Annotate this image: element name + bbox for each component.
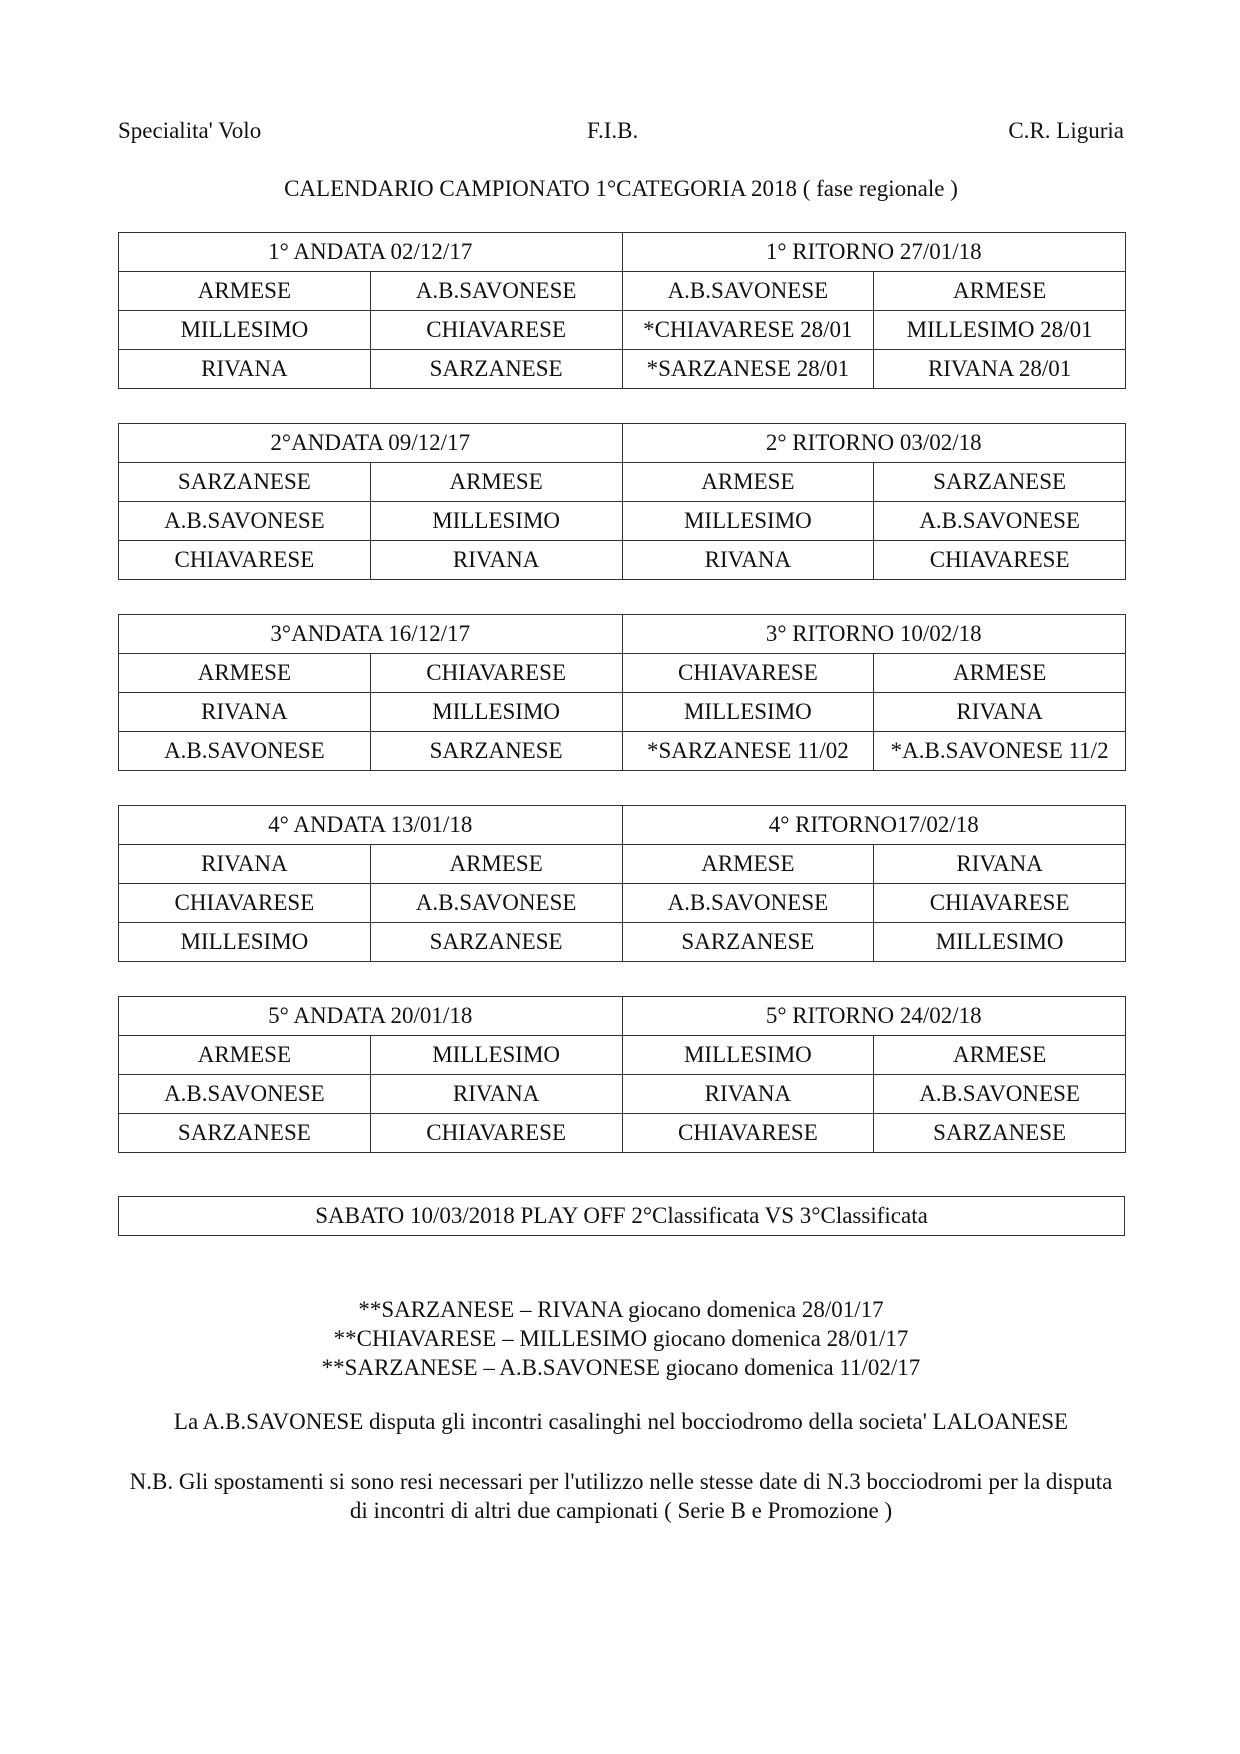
round-table-4 [118, 805, 1126, 962]
match-row [119, 350, 1126, 389]
team-cell: SARZANESE [119, 463, 371, 502]
team-cell: *SARZANESE 11/02 [622, 732, 874, 771]
round-table-5 [118, 996, 1126, 1153]
team-cell: ARMESE [119, 654, 371, 693]
team-cell: MILLESIMO [874, 923, 1126, 962]
team-cell: RIVANA [370, 1075, 622, 1114]
andata-header: 4° ANDATA 13/01/18 [119, 806, 623, 845]
match-row [119, 732, 1126, 771]
match-row [119, 311, 1126, 350]
rescheduled-note: **CHIAVARESE – MILLESIMO giocano domenica 28/01/17 [333, 1326, 909, 1351]
team-cell: RIVANA [119, 845, 371, 884]
nb-note: N.B. Gli spostamenti si sono resi necessari per l'utilizzo nelle stesse date di N.3 bocciodromi per la disputa di incontri di altri due campionati ( Serie B e Promozione ) [129, 1469, 1113, 1523]
team-cell: MILLESIMO [370, 1036, 622, 1075]
document-title: CALENDARIO CAMPIONATO 1°CATEGORIA 2018 ( fase regionale ) [284, 176, 958, 201]
andata-header: 5° ANDATA 20/01/18 [119, 997, 623, 1036]
ritorno-header: 3° RITORNO 10/02/18 [622, 615, 1126, 654]
team-cell: A.B.SAVONESE [370, 272, 622, 311]
team-cell: RIVANA [119, 693, 371, 732]
team-cell: ARMESE [370, 845, 622, 884]
team-cell: ARMESE [119, 1036, 371, 1075]
rescheduled-note: **SARZANESE – A.B.SAVONESE giocano domenica 11/02/17 [321, 1355, 921, 1380]
team-cell: ARMESE [370, 463, 622, 502]
round-header-row [119, 997, 1126, 1036]
team-cell: RIVANA [622, 541, 874, 580]
team-cell: CHIAVARESE [874, 541, 1126, 580]
round-header-row [119, 424, 1126, 463]
team-cell: MILLESIMO [119, 923, 371, 962]
team-cell: ARMESE [874, 1036, 1126, 1075]
andata-header: 3°ANDATA 16/12/17 [119, 615, 623, 654]
playoff-box: SABATO 10/03/2018 PLAY OFF 2°Classificata VS 3°Classificata [118, 1196, 1125, 1236]
round-table-2 [118, 423, 1126, 580]
team-cell: MILLESIMO [622, 1036, 874, 1075]
team-cell: SARZANESE [874, 463, 1126, 502]
team-cell: MILLESIMO 28/01 [874, 311, 1126, 350]
team-cell: ARMESE [874, 272, 1126, 311]
match-row [119, 463, 1126, 502]
team-cell: MILLESIMO [119, 311, 371, 350]
team-cell: ARMESE [874, 654, 1126, 693]
ritorno-header: 2° RITORNO 03/02/18 [622, 424, 1126, 463]
home-venue-note: La A.B.SAVONESE disputa gli incontri casalinghi nel bocciodromo della societa' LALOANESE [173, 1409, 1069, 1434]
round-header-row [119, 615, 1126, 654]
match-row [119, 502, 1126, 541]
andata-header: 2°ANDATA 09/12/17 [119, 424, 623, 463]
round-header-row [119, 233, 1126, 272]
team-cell: RIVANA [370, 541, 622, 580]
match-row [119, 884, 1126, 923]
header-region: C.R. Liguria [1008, 118, 1124, 143]
team-cell: CHIAVARESE [370, 654, 622, 693]
team-cell: SARZANESE [370, 350, 622, 389]
team-cell: CHIAVARESE [370, 1114, 622, 1153]
match-row [119, 1075, 1126, 1114]
team-cell: A.B.SAVONESE [119, 1075, 371, 1114]
round-table-1 [118, 232, 1126, 389]
team-cell: A.B.SAVONESE [874, 1075, 1126, 1114]
match-row [119, 1036, 1126, 1075]
team-cell: CHIAVARESE [119, 884, 371, 923]
match-row [119, 693, 1126, 732]
team-cell: MILLESIMO [370, 502, 622, 541]
team-cell: A.B.SAVONESE [622, 272, 874, 311]
andata-header: 1° ANDATA 02/12/17 [119, 233, 623, 272]
match-row [119, 654, 1126, 693]
team-cell: SARZANESE [370, 732, 622, 771]
match-row [119, 923, 1126, 962]
team-cell: CHIAVARESE [874, 884, 1126, 923]
team-cell: A.B.SAVONESE [370, 884, 622, 923]
team-cell: A.B.SAVONESE [622, 884, 874, 923]
rescheduled-notes [118, 1295, 1124, 1382]
team-cell: RIVANA [622, 1075, 874, 1114]
rescheduled-note: **SARZANESE – RIVANA giocano domenica 28/01/17 [358, 1297, 884, 1322]
round-table-3 [118, 614, 1126, 771]
ritorno-header: 1° RITORNO 27/01/18 [622, 233, 1126, 272]
match-row [119, 541, 1126, 580]
team-cell: RIVANA [874, 845, 1126, 884]
team-cell: SARZANESE [874, 1114, 1126, 1153]
match-row [119, 845, 1126, 884]
team-cell: A.B.SAVONESE [874, 502, 1126, 541]
team-cell: *CHIAVARESE 28/01 [622, 311, 874, 350]
team-cell: SARZANESE [119, 1114, 371, 1153]
team-cell: CHIAVARESE [622, 1114, 874, 1153]
team-cell: RIVANA [874, 693, 1126, 732]
team-cell: MILLESIMO [622, 693, 874, 732]
team-cell: A.B.SAVONESE [119, 732, 371, 771]
match-row [119, 272, 1126, 311]
team-cell: CHIAVARESE [622, 654, 874, 693]
ritorno-header: 5° RITORNO 24/02/18 [622, 997, 1126, 1036]
round-header-row [119, 806, 1126, 845]
header-federation: F.I.B. [587, 118, 639, 143]
team-cell: SARZANESE [622, 923, 874, 962]
team-cell: CHIAVARESE [119, 541, 371, 580]
team-cell: MILLESIMO [622, 502, 874, 541]
team-cell: A.B.SAVONESE [119, 502, 371, 541]
ritorno-header: 4° RITORNO17/02/18 [622, 806, 1126, 845]
team-cell: RIVANA [119, 350, 371, 389]
team-cell: ARMESE [622, 845, 874, 884]
page-header [118, 118, 1124, 148]
match-row [119, 1114, 1126, 1153]
team-cell: ARMESE [622, 463, 874, 502]
team-cell: SARZANESE [370, 923, 622, 962]
team-cell: RIVANA 28/01 [874, 350, 1126, 389]
team-cell: CHIAVARESE [370, 311, 622, 350]
team-cell: MILLESIMO [370, 693, 622, 732]
team-cell: *SARZANESE 28/01 [622, 350, 874, 389]
team-cell: ARMESE [119, 272, 371, 311]
header-specialty: Specialita' Volo [118, 118, 262, 143]
team-cell: *A.B.SAVONESE 11/2 [874, 732, 1126, 771]
